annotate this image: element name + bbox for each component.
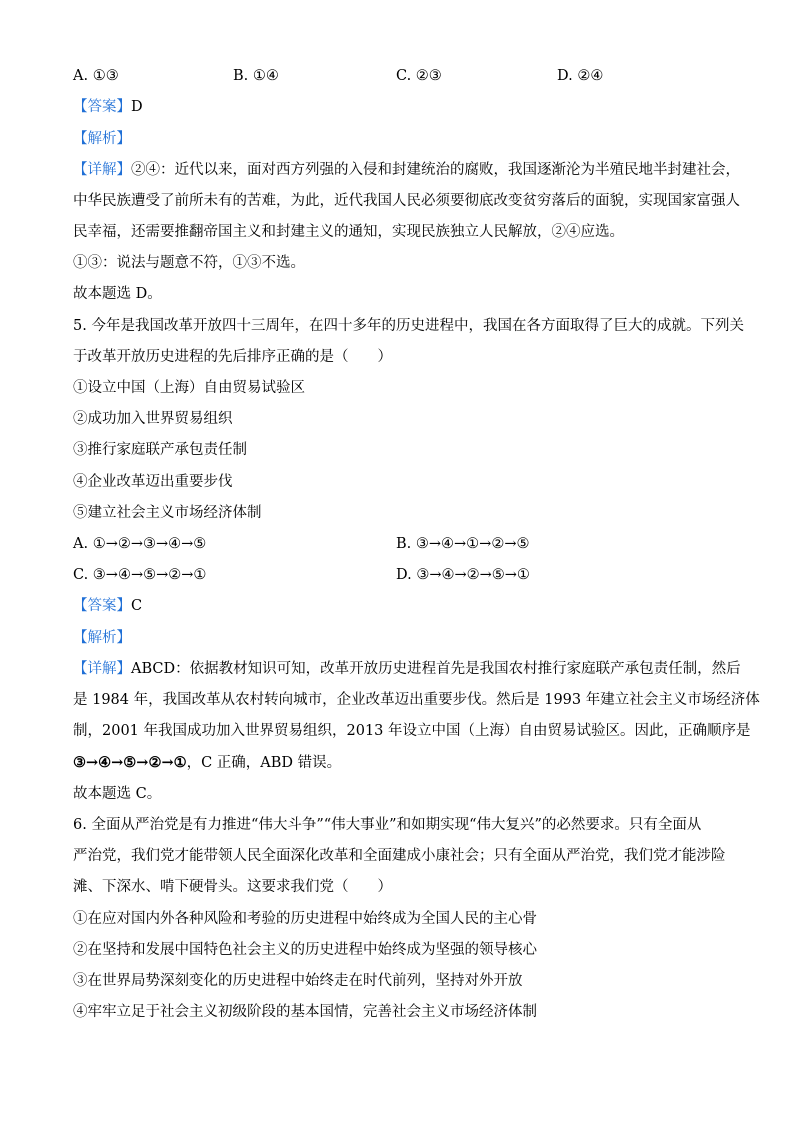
q5-stem-line-1: 5. 今年是我国改革开放四十三周年，在四十多年的历史进程中，我国在各方面取得了巨大的成就。下列关 <box>73 318 744 334</box>
q5-item-2: ②成功加入世界贸易组织 <box>73 411 233 427</box>
q4-analysis-tag: 【解析】 <box>73 131 131 147</box>
q5-detail-line-2: 是 1984 年，我国改革从农村转向城市，企业改革迈出重要步伐。然后是 1993 年建立社会主义市场经济体 <box>73 692 760 708</box>
q5-answer <box>73 596 142 616</box>
order-remark: ，C 正确，ABD 错误。 <box>186 755 342 771</box>
answer-value: D <box>131 99 143 115</box>
q4-detail-line-1 <box>73 160 740 180</box>
q4-option-d: D. ②④ <box>557 68 604 84</box>
q5-stem-line-2: 于改革开放历史进程的先后排序正确的是（ ） <box>73 349 392 365</box>
detail-text: ABCD：依据教材知识可知，改革开放历史进程首先是我国农村推行家庭联产承包责任制，然后 <box>131 661 741 677</box>
q5-conclusion: 故本题选 C。 <box>73 786 162 802</box>
q6-item-1: ①在应对国内外各种风险和考验的历史进程中始终成为全国人民的主心骨 <box>73 911 537 927</box>
q5-detail-line-4 <box>73 753 341 773</box>
q6-stem-line-1: 6. 全面从严治党是有力推进“伟大斗争”“伟大事业”和如期实现“伟大复兴”的必然要求。只有全面从 <box>73 817 702 833</box>
detail-text: ②④：近代以来，面对西方列强的入侵和封建统治的腐败，我国逐渐沦为半殖民地半封建社会， <box>131 162 740 178</box>
q6-item-2: ②在坚持和发展中国特色社会主义的历史进程中始终成为坚强的领导核心 <box>73 942 537 958</box>
q5-option-b: B. ③→④→①→②→⑤ <box>396 536 530 552</box>
q4-conclusion: 故本题选 D。 <box>73 286 162 302</box>
q4-option-c: C. ②③ <box>396 68 442 84</box>
q4-detail-line-3: 民幸福，还需要推翻帝国主义和封建主义的通知，实现民族独立人民解放，②④应选。 <box>73 224 624 240</box>
detail-tag: 【详解】 <box>73 162 131 178</box>
q5-option-a: A. ①→②→③→④→⑤ <box>73 536 207 552</box>
q5-item-5: ⑤建立社会主义市场经济体制 <box>73 505 262 521</box>
q4-answer <box>73 97 143 117</box>
q5-detail-line-1 <box>73 659 741 679</box>
q5-option-d: D. ③→④→②→⑤→① <box>396 567 530 583</box>
q5-item-4: ④企业改革迈出重要步伐 <box>73 474 233 490</box>
q4-option-b: B. ①④ <box>233 68 279 84</box>
answer-value: C <box>131 598 143 614</box>
q5-item-1: ①设立中国（上海）自由贸易试验区 <box>73 380 305 396</box>
q6-stem-line-3: 滩、下深水、啃下硬骨头。这要求我们党（ ） <box>73 879 392 895</box>
answer-tag: 【答案】 <box>73 99 131 115</box>
answer-tag: 【答案】 <box>73 598 131 614</box>
q5-option-c: C. ③→④→⑤→②→① <box>73 567 207 583</box>
q6-item-4: ④牢牢立足于社会主义初级阶段的基本国情，完善社会主义市场经济体制 <box>73 1004 537 1020</box>
q6-stem-line-2: 严治党，我们党才能带领人民全面深化改革和全面建成小康社会；只有全面从严治党，我们党才能涉险 <box>73 848 726 864</box>
q4-detail-line-2: 中华民族遭受了前所未有的苦难，为此，近代我国人民必须要彻底改变贫穷落后的面貌，实现国家富强人 <box>73 193 740 209</box>
q5-analysis-tag: 【解析】 <box>73 630 131 646</box>
q4-note-line: ①③：说法与题意不符，①③不选。 <box>73 255 305 271</box>
q5-detail-line-3: 制，2001 年我国成功加入世界贸易组织，2013 年设立中国（上海）自由贸易试验区。因此，正确顺序是 <box>73 723 751 739</box>
q5-item-3: ③推行家庭联产承包责任制 <box>73 442 247 458</box>
detail-tag: 【详解】 <box>73 661 131 677</box>
q6-item-3: ③在世界局势深刻变化的历史进程中始终走在时代前列，坚持对外开放 <box>73 973 523 989</box>
correct-order: ③→④→⑤→②→① <box>73 754 187 771</box>
q4-option-a: A. ①③ <box>73 68 119 84</box>
